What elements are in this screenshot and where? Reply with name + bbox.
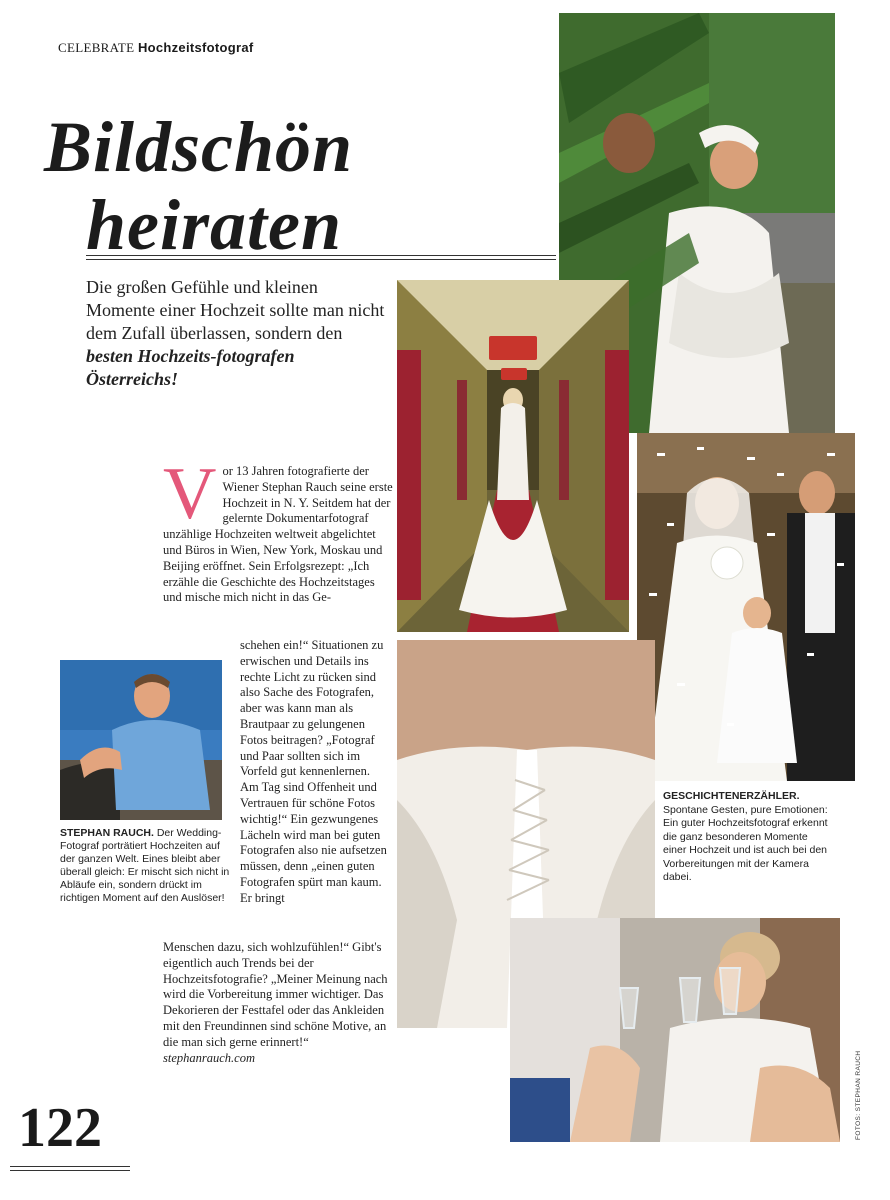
caption-right-text: Spontane Gesten, pure Emotionen: Ein guter Hochzeitsfotograf erkennt die ganz besonderen Momente einer Hochzeit und ist auch bei den Vorbereitungen mit der Kamera dabei.: [663, 803, 828, 883]
title-rule-bottom: [86, 259, 556, 260]
section-name: CELEBRATE: [58, 40, 135, 55]
drop-cap: V: [163, 453, 217, 535]
confetti-couple-photo: [637, 433, 855, 781]
section-header: [58, 40, 254, 56]
lead-text: Die großen Gefühle und kleinen Momente einer Hochzeit sollte man nicht dem Zufall überlassen, sondern den: [86, 277, 385, 343]
page-number-rule-bottom: [10, 1170, 130, 1171]
photo-caption: [663, 790, 828, 885]
title-line-2: heiraten: [86, 185, 343, 265]
title-line-1: Bildschön: [44, 107, 354, 187]
article-link[interactable]: stephanrauch.com: [163, 1050, 255, 1065]
section-category: Hochzeitsfotograf: [137, 40, 254, 55]
article-body-middle: [240, 638, 390, 907]
lead-emphasis: besten Hochzeits-fotografen Österreichs!: [86, 346, 295, 389]
caption-name: STEPHAN RAUCH.: [60, 827, 154, 839]
photographer-portrait-photo: [60, 660, 222, 820]
page-number-rule-top: [10, 1166, 130, 1167]
photo-credit: FOTOS: STEPHAN RAUCH: [855, 1050, 862, 1140]
champagne-toast-photo: [510, 918, 840, 1142]
portrait-caption: [60, 827, 235, 905]
hotel-corridor-bride-photo: [397, 280, 629, 632]
body-paragraph-3: Menschen dazu, sich wohlzufühlen!“ Gibt's eigentlich auch Trends bei der Hochzeitsfotografie? „Meiner Meinung nach wird die Vorbereitung immer wichtiger. Das Dekorieren der Festtafel oder das Ankleiden mit den Freundinnen sind schöne Motive, an die man sich gerne erinnert!“: [163, 940, 388, 1049]
article-title: [44, 108, 353, 264]
caption-heading: GESCHICHTENERZÄHLER.: [663, 790, 800, 802]
title-rule-top: [86, 255, 556, 256]
caption-left-text: Der Wedding-Fotograf porträtiert Hochzeiten auf der ganzen Welt. Eines bleibt aber überall gleich: Er mischt sich nicht in Abläufe ein, sondern drückt im richtigen Moment auf den Auslöser!: [60, 827, 230, 904]
body-paragraph-1: or 13 Jahren fotografierte der Wiener Stephan Rauch seine erste Hochzeit in N. Y. Seitdem hat der gelernte Dokumentarfotograf unzählige Hochzeiten weltweit abgelichtet und Büros in Wien, New York, Moskau und Beijing eröffnet. Sein Erfolgsrezept: „Ich erzähle die Geschichte des Hochzeitstages und mische mich nicht in das Ge-: [163, 464, 393, 605]
page-number: 122: [18, 1097, 102, 1159]
article-body-bottom: [163, 940, 395, 1066]
article-lead: [86, 276, 386, 391]
article-body-top: [163, 453, 395, 606]
body-paragraph-2: schehen ein!“ Situationen zu erwischen und Details ins rechte Licht zu rücken sind also Sache des Fotografen, aber was kann man als Brautpaar zu gelungenen Fotos beitragen? „Fotograf und Paar sollten sich im Vorfeld gut kennenlernen. Am Tag sind Offenheit und Vertrauen für schöne Fotos wichtig!“ Ein gezwungenes Lächeln wird man bei guten Fotografen also nie aufsetzen müssen, denn „einen guten Fotografen spürt man kaum. Er bringt: [240, 638, 387, 905]
